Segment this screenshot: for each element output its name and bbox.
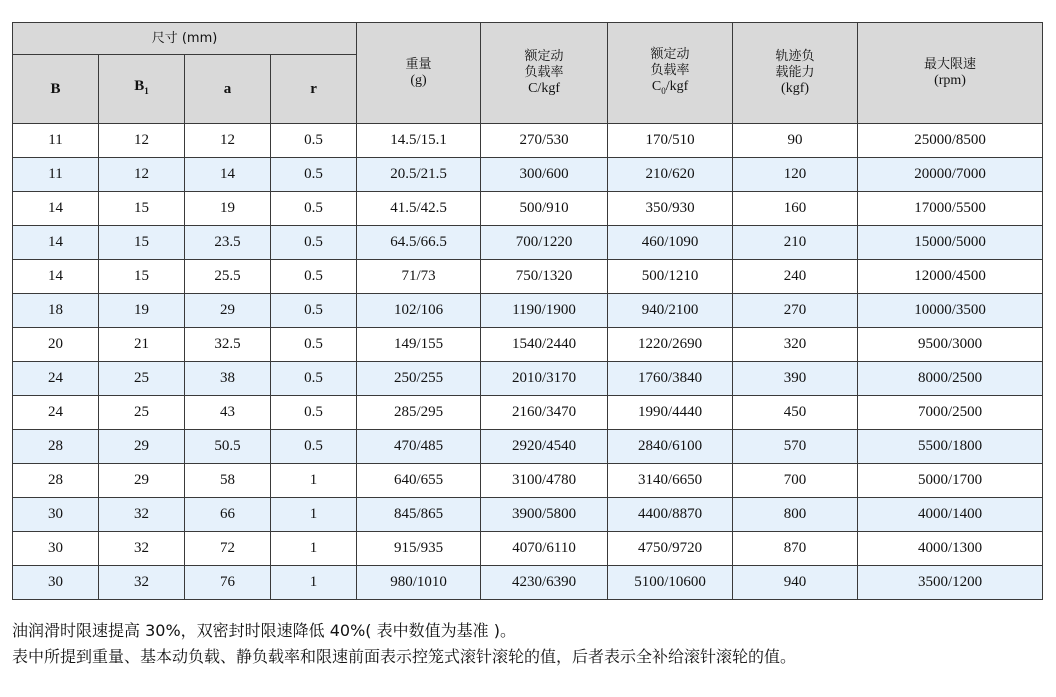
- cell-track-capacity: 870: [733, 532, 858, 566]
- cell-dynamic-load: 750/1320: [481, 260, 608, 294]
- cell-static-load: 3140/6650: [608, 464, 733, 498]
- cell-dynamic-load: 300/600: [481, 158, 608, 192]
- cell-max-speed: 5000/1700: [858, 464, 1043, 498]
- cell-b: 20: [13, 328, 99, 362]
- cell-static-load: 500/1210: [608, 260, 733, 294]
- cell-dynamic-load: 500/910: [481, 192, 608, 226]
- cell-a: 43: [185, 396, 271, 430]
- footnote-1: 油润滑时限速提高 30%，双密封时限速降低 40%( 表中数值为基准 )。: [12, 621, 516, 640]
- cell-a: 76: [185, 566, 271, 600]
- cell-a: 66: [185, 498, 271, 532]
- cell-r: 0.5: [271, 260, 357, 294]
- cell-static-load: 5100/10600: [608, 566, 733, 600]
- cell-r: 0.5: [271, 294, 357, 328]
- cell-a: 58: [185, 464, 271, 498]
- cell-dynamic-load: 270/530: [481, 124, 608, 158]
- cell-dynamic-load: 700/1220: [481, 226, 608, 260]
- col-b-header: B: [13, 55, 99, 124]
- cell-weight: 102/106: [357, 294, 481, 328]
- cell-max-speed: 9500/3000: [858, 328, 1043, 362]
- cell-max-speed: 7000/2500: [858, 396, 1043, 430]
- cell-a: 38: [185, 362, 271, 396]
- cell-b1: 19: [99, 294, 185, 328]
- cell-b: 24: [13, 396, 99, 430]
- cell-b1: 25: [99, 396, 185, 430]
- cell-max-speed: 3500/1200: [858, 566, 1043, 600]
- cell-r: 0.5: [271, 362, 357, 396]
- cell-max-speed: 10000/3500: [858, 294, 1043, 328]
- cell-a: 72: [185, 532, 271, 566]
- table-row: [13, 192, 1043, 226]
- cell-max-speed: 17000/5500: [858, 192, 1043, 226]
- cell-b: 24: [13, 362, 99, 396]
- cell-weight: 470/485: [357, 430, 481, 464]
- cell-b1: 29: [99, 464, 185, 498]
- footnotes: [12, 618, 1052, 670]
- cell-track-capacity: 700: [733, 464, 858, 498]
- max-speed-header: 最大限速 (rpm): [858, 23, 1043, 124]
- cell-max-speed: 12000/4500: [858, 260, 1043, 294]
- cell-static-load: 350/930: [608, 192, 733, 226]
- spec-table: [12, 22, 1043, 600]
- cell-max-speed: 5500/1800: [858, 430, 1043, 464]
- table-row: [13, 362, 1043, 396]
- cell-static-load: 170/510: [608, 124, 733, 158]
- cell-static-load: 1220/2690: [608, 328, 733, 362]
- cell-a: 25.5: [185, 260, 271, 294]
- cell-dynamic-load: 3100/4780: [481, 464, 608, 498]
- dimension-group-header: 尺寸 (mm): [13, 23, 357, 55]
- cell-r: 0.5: [271, 192, 357, 226]
- cell-b1: 32: [99, 532, 185, 566]
- cell-weight: 980/1010: [357, 566, 481, 600]
- table-row: [13, 124, 1043, 158]
- cell-r: 0.5: [271, 226, 357, 260]
- cell-dynamic-load: 2160/3470: [481, 396, 608, 430]
- cell-weight: 41.5/42.5: [357, 192, 481, 226]
- cell-b1: 32: [99, 498, 185, 532]
- table-row: [13, 566, 1043, 600]
- cell-b1: 32: [99, 566, 185, 600]
- cell-track-capacity: 570: [733, 430, 858, 464]
- cell-max-speed: 20000/7000: [858, 158, 1043, 192]
- table-row: [13, 158, 1043, 192]
- cell-track-capacity: 270: [733, 294, 858, 328]
- table-row: [13, 498, 1043, 532]
- table-body: [13, 124, 1043, 600]
- cell-b: 28: [13, 464, 99, 498]
- cell-a: 14: [185, 158, 271, 192]
- cell-max-speed: 25000/8500: [858, 124, 1043, 158]
- cell-dynamic-load: 2010/3170: [481, 362, 608, 396]
- table-row: [13, 226, 1043, 260]
- cell-track-capacity: 160: [733, 192, 858, 226]
- cell-b: 14: [13, 260, 99, 294]
- cell-weight: 915/935: [357, 532, 481, 566]
- cell-static-load: 4400/8870: [608, 498, 733, 532]
- cell-track-capacity: 90: [733, 124, 858, 158]
- cell-dynamic-load: 2920/4540: [481, 430, 608, 464]
- cell-b: 14: [13, 226, 99, 260]
- cell-b1: 15: [99, 226, 185, 260]
- cell-track-capacity: 320: [733, 328, 858, 362]
- dynamic-load-header: 额定动 负载率 C/kgf: [481, 23, 608, 124]
- cell-static-load: 1990/4440: [608, 396, 733, 430]
- cell-b: 11: [13, 124, 99, 158]
- cell-track-capacity: 940: [733, 566, 858, 600]
- cell-dynamic-load: 3900/5800: [481, 498, 608, 532]
- cell-b1: 25: [99, 362, 185, 396]
- cell-weight: 20.5/21.5: [357, 158, 481, 192]
- cell-b: 18: [13, 294, 99, 328]
- cell-r: 0.5: [271, 124, 357, 158]
- col-a-header: a: [185, 55, 271, 124]
- cell-r: 0.5: [271, 158, 357, 192]
- col-b1-header: $B_1$: [99, 55, 185, 124]
- static-load-header: 额定动 负载率 $C_0$/kgf: [608, 23, 733, 124]
- cell-b: 30: [13, 532, 99, 566]
- cell-r: 1: [271, 498, 357, 532]
- cell-b: 14: [13, 192, 99, 226]
- table-header: [13, 23, 1043, 124]
- cell-max-speed: 15000/5000: [858, 226, 1043, 260]
- cell-dynamic-load: 4070/6110: [481, 532, 608, 566]
- table-row: [13, 260, 1043, 294]
- cell-track-capacity: 120: [733, 158, 858, 192]
- cell-a: 29: [185, 294, 271, 328]
- track-capacity-header: 轨迹负 载能力 (kgf): [733, 23, 858, 124]
- table-row: [13, 532, 1043, 566]
- cell-track-capacity: 240: [733, 260, 858, 294]
- cell-b1: 29: [99, 430, 185, 464]
- cell-max-speed: 4000/1300: [858, 532, 1043, 566]
- cell-static-load: 1760/3840: [608, 362, 733, 396]
- table-row: [13, 294, 1043, 328]
- cell-track-capacity: 450: [733, 396, 858, 430]
- cell-a: 23.5: [185, 226, 271, 260]
- cell-r: 1: [271, 464, 357, 498]
- cell-r: 1: [271, 532, 357, 566]
- cell-r: 0.5: [271, 430, 357, 464]
- cell-static-load: 460/1090: [608, 226, 733, 260]
- cell-b: 30: [13, 566, 99, 600]
- cell-static-load: 4750/9720: [608, 532, 733, 566]
- cell-weight: 250/255: [357, 362, 481, 396]
- cell-weight: 845/865: [357, 498, 481, 532]
- col-r-header: r: [271, 55, 357, 124]
- cell-r: 1: [271, 566, 357, 600]
- cell-a: 50.5: [185, 430, 271, 464]
- cell-dynamic-load: 1540/2440: [481, 328, 608, 362]
- cell-b: 11: [13, 158, 99, 192]
- cell-a: 12: [185, 124, 271, 158]
- cell-static-load: 940/2100: [608, 294, 733, 328]
- table-row: [13, 396, 1043, 430]
- cell-a: 19: [185, 192, 271, 226]
- cell-weight: 64.5/66.5: [357, 226, 481, 260]
- cell-max-speed: 4000/1400: [858, 498, 1043, 532]
- cell-b: 30: [13, 498, 99, 532]
- cell-a: 32.5: [185, 328, 271, 362]
- cell-weight: 71/73: [357, 260, 481, 294]
- cell-weight: 640/655: [357, 464, 481, 498]
- cell-static-load: 2840/6100: [608, 430, 733, 464]
- cell-track-capacity: 390: [733, 362, 858, 396]
- cell-weight: 149/155: [357, 328, 481, 362]
- cell-track-capacity: 800: [733, 498, 858, 532]
- cell-dynamic-load: 4230/6390: [481, 566, 608, 600]
- cell-r: 0.5: [271, 396, 357, 430]
- cell-r: 0.5: [271, 328, 357, 362]
- footnote-2: 表中所提到重量、基本动负载、静负载率和限速前面表示控笼式滚针滚轮的值，后者表示全补给滚针滚轮的值。: [12, 647, 797, 666]
- cell-weight: 14.5/15.1: [357, 124, 481, 158]
- cell-b1: 15: [99, 192, 185, 226]
- table-row: [13, 328, 1043, 362]
- weight-header: 重量 (g): [357, 23, 481, 124]
- cell-b1: 12: [99, 124, 185, 158]
- cell-dynamic-load: 1190/1900: [481, 294, 608, 328]
- cell-b1: 15: [99, 260, 185, 294]
- cell-max-speed: 8000/2500: [858, 362, 1043, 396]
- cell-b: 28: [13, 430, 99, 464]
- table-row: [13, 464, 1043, 498]
- cell-track-capacity: 210: [733, 226, 858, 260]
- table-row: [13, 430, 1043, 464]
- cell-weight: 285/295: [357, 396, 481, 430]
- cell-static-load: 210/620: [608, 158, 733, 192]
- cell-b1: 12: [99, 158, 185, 192]
- cell-b1: 21: [99, 328, 185, 362]
